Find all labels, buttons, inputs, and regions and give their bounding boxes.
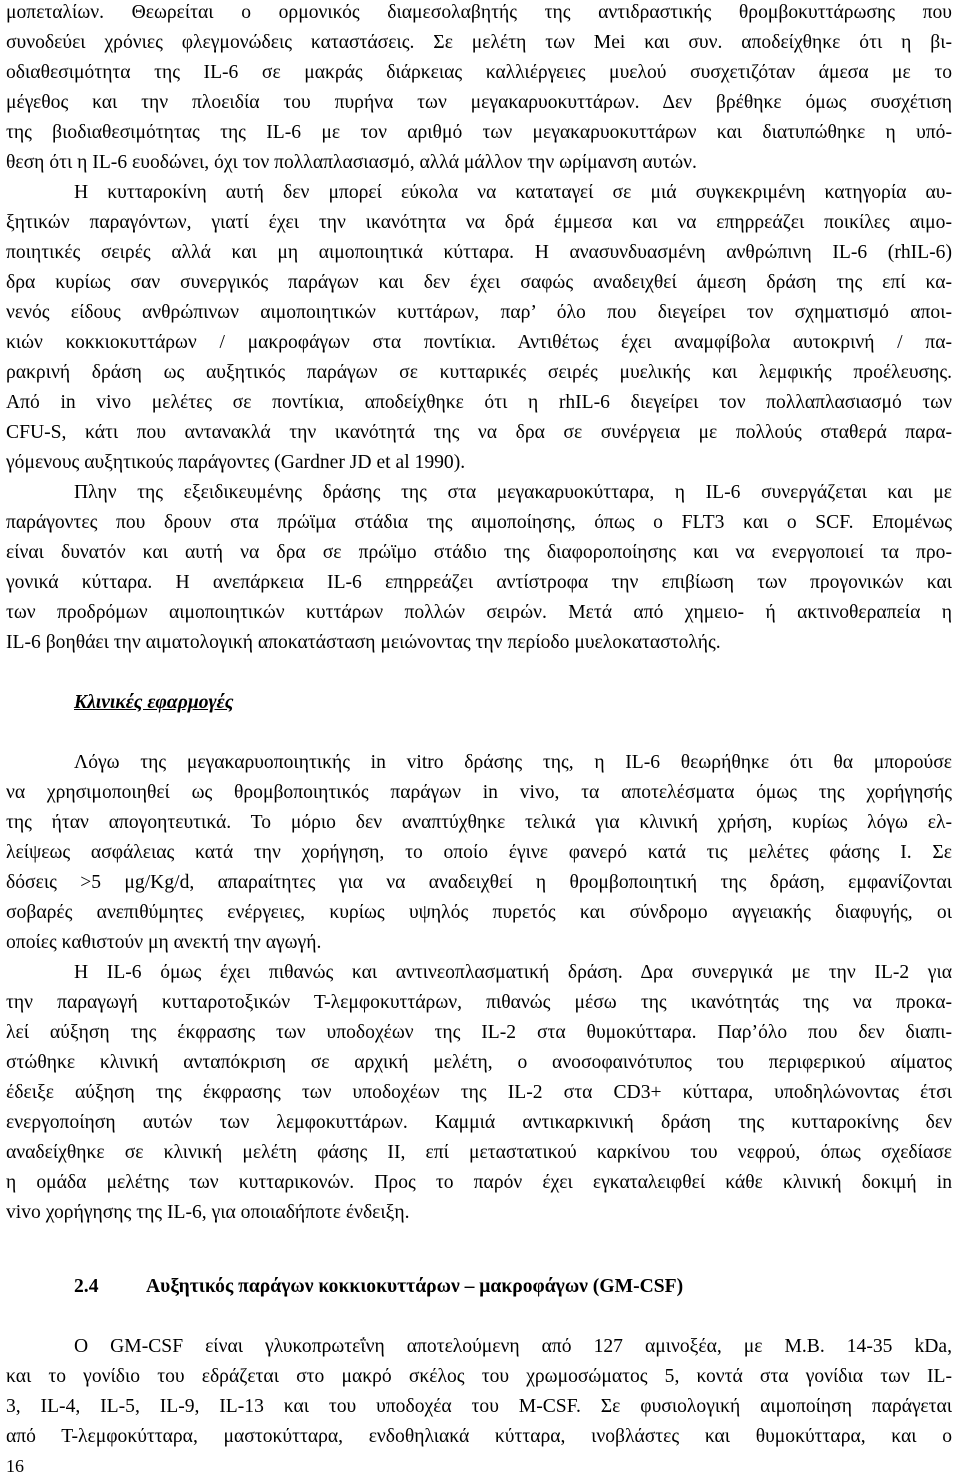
text-line: ποιητικές σειρές αλλά και μη αιμοποιητικά κύτταρα. Η ανασυνδυασμένη ανθρώπινη IL-6 (rhIL-6) (6, 242, 952, 263)
text-line: μέγεθος και την πλοειδία του πυρήνα των μεγακαρυοκυττάρων. Δεν βρέθηκε όμως συσχέτιση (6, 92, 952, 113)
text-line: Η IL-6 όμως έχει πιθανώς και αντινεοπλασματική δράση. Δρα συνεργικά με την IL-2 για (74, 962, 952, 983)
text-line: ρακρινή δράση ως αυξητικός παράγων σε κυτταρικές σειρές μυελικής και λεμφικής προέλευσης. (6, 362, 952, 383)
section-number: 2.4 (74, 1276, 99, 1297)
text-line: γονικά κύτταρα. Η ανεπάρκεια IL-6 επηρρεάζει αντίστροφα την επιβίωση των προγονικών και (6, 572, 952, 593)
text-line: η ομάδα μελέτης των κυτταρικονών. Προς το παρόν έχει εγκαταλειφθεί κάθε κλινική δοκιμή in (6, 1172, 952, 1193)
text-line: λείψεως ασφάλειας κατά την χορήγηση, το οποίο έγινε φανερό κατά τις μελέτες φάσης Ι. Σε (6, 842, 952, 863)
section-heading-2-4 (74, 1275, 683, 1299)
text-line: Πλην της εξειδικευμένης δράσης της στα μεγακαρυοκύτταρα, η IL-6 συνεργάζεται και με (74, 482, 952, 503)
text-line: σοβαρές ανεπιθύμητες ενέργειες, κυρίως υψηλός πυρετός και σύνδρομο αγγειακής διαφυγής, οι (6, 902, 952, 923)
text-line: και το γονίδιο του εδράζεται στο μακρό σκέλος του χρωμοσώματος 5, κοντά στα γονίδια των IL- (6, 1366, 952, 1387)
text-line: δρα κυρίως σαν συνεργικός παράγων και δεν έχει σαφώς αναδειχθεί άμεση δράση της επί κα- (6, 272, 952, 293)
text-line: από Τ-λεμφοκύτταρα, μαστοκύτταρα, ενδοθηλιακά κύτταρα, ινοβλάστες και θυμοκύτταρα, και ο (6, 1426, 952, 1447)
text-line: αναδείχθηκε σε κλινική μελέτη φάσης ΙΙ, επί μεταστατικού καρκίνου του νεφρού, όπως σχεδίασε (6, 1142, 952, 1163)
text-line: στώθηκε κλινική ανταπόκριση σε αρχική μελέτη, ο ανοσοφαινότυπος του περιφερικού αίματος (6, 1052, 952, 1073)
text-line: οποίες καθιστούν μη ανεκτή την αγωγή. (6, 932, 322, 953)
text-line: νενός είδους ανθρώπινων αιμοποιητικών κυττάρων, παρ’ όλο που διεγείρει τον σχηματισμό αποι- (6, 302, 952, 323)
text-line: είναι δυνατόν και αυτή να δρα σε πρώϊμο στάδιο της διαφοροποίησης και να ενεργοποιεί τα προ- (6, 542, 952, 563)
text-line: ενεργοποίηση αυτών των λεμφοκυττάρων. Καμμιά αντικαρκινική δράση της κυτταροκίνης δεν (6, 1112, 952, 1133)
text-line: των προδρόμων αιμοποιητικών κυττάρων πολλών σειρών. Μετά από χημειο- ή ακτινοθεραπεία η (6, 602, 952, 623)
section-heading-clinical: Κλινικές εφαρμογές (74, 692, 234, 713)
text-line: CFU-S, κάτι που αντανακλά την ικανότητά της να δρα σε συνέργεια με πολλούς σταθερά παρα- (6, 422, 952, 443)
text-line: της βιοδιαθεσιμότητας της IL-6 με τον αριθμό των μεγακαρυοκυττάρων και διατυπώθηκε η υπό- (6, 122, 952, 143)
text-line: θεση ότι η IL-6 ευοδώνει, όχι τον πολλαπλασιασμό, αλλά μάλλον την ωρίμανση αυτών. (6, 152, 697, 173)
text-line: Από in vivo μελέτες σε ποντίκια, αποδείχθηκε ότι η rhIL-6 διεγείρει τον πολλαπλασιασμό των (6, 392, 952, 413)
text-line: να χρησιμοποιηθεί ως θρομβοποιητικός παράγων in vivo, τα αποτελέσματα όμως της χορήγησής (6, 782, 952, 803)
text-line: γόμενους αυξητικούς παράγοντες (Gardner JD et al 1990). (6, 452, 466, 473)
text-line: συνοδεύει χρόνιες φλεγμονώδεις καταστάσεις. Σε μελέτη των Mei και συν. αποδείχθηκε ότι η βι- (6, 32, 952, 53)
text-line: παράγοντες που δρουν στα πρώϊμα στάδια της αιμοποίησης, όπως ο FLT3 και ο SCF. Επομένως (6, 512, 952, 533)
text-line: 3, IL-4, IL-5, IL-9, IL-13 και του υποδοχέα του M-CSF. Σε φυσιολογική αιμοποίηση παράγεται (6, 1396, 952, 1417)
text-line: κιών κοκκιοκυττάρων / μακροφάγων στα ποντίκια. Αντιθέτως έχει αναμφίβολα αυτοκρινή / πα- (6, 332, 952, 353)
text-line: Λόγω της μεγακαρυοποιητικής in vitro δράσης της, η IL-6 θεωρήθηκε ότι θα μπορούσε (74, 752, 952, 773)
text-line: Ο GM-CSF είναι γλυκοπρωτεΐνη αποτελούμενη από 127 αμινοξέα, με Μ.Β. 14-35 kDa, (74, 1336, 952, 1357)
text-line: δόσεις >5 μg/Kg/d, απαραίτητες για να αναδειχθεί η θρομβοποιητική της δράση, εμφανίζονται (6, 872, 952, 893)
text-line: ξητικών παραγόντων, γιατί έχει την ικανότητα να δρά έμμεσα και να επηρρεάζει ποικίλες αιμο- (6, 212, 952, 233)
text-line: της ήταν απογοητευτικά. Το μόριο δεν αναπτύχθηκε τελικά για κλινική χρήση, κυρίως λόγω ελ- (6, 812, 952, 833)
text-line: vivo χορήγησης της IL-6, για οποιαδήποτε ένδειξη. (6, 1202, 410, 1223)
text-line: έδειξε αύξηση της έκφρασης των υποδοχέων της IL-2 στα CD3+ κύτταρα, υποδηλώνοντας έτσι (6, 1082, 952, 1103)
text-line: λεί αύξηση της έκφρασης των υποδοχέων της IL-2 στα θυμοκύτταρα. Παρ’όλο που δεν διαπι- (6, 1022, 952, 1043)
text-line: οδιαθεσιμότητα της IL-6 σε μακράς διάρκειας καλλιέργειες μυελού συσχετιζόταν άμεσα με το (6, 62, 952, 83)
text-line: Η κυτταροκίνη αυτή δεν μπορεί εύκολα να καταταγεί σε μιά συγκεκριμένη κατηγορία αυ- (74, 182, 952, 203)
text-line: την παραγωγή κυτταροτοξικών Τ-λεμφοκυττάρων, πιθανώς μέσω της ικανότητάς της να προκα- (6, 992, 952, 1013)
text-line: IL-6 βοηθάει την αιματολογική αποκατάσταση μειώνοντας την περίοδο μυελοκαταστολής. (6, 632, 721, 653)
section-title: Αυξητικός παράγων κοκκιοκυττάρων – μακροφάγων (GM-CSF) (146, 1276, 684, 1297)
page-number: 16 (6, 1456, 24, 1476)
text-line: μοπεταλίων. Θεωρείται ο ορμονικός διαμεσολαβητής της αντιδραστικής θρομβοκυττάρωσης που (6, 2, 952, 23)
